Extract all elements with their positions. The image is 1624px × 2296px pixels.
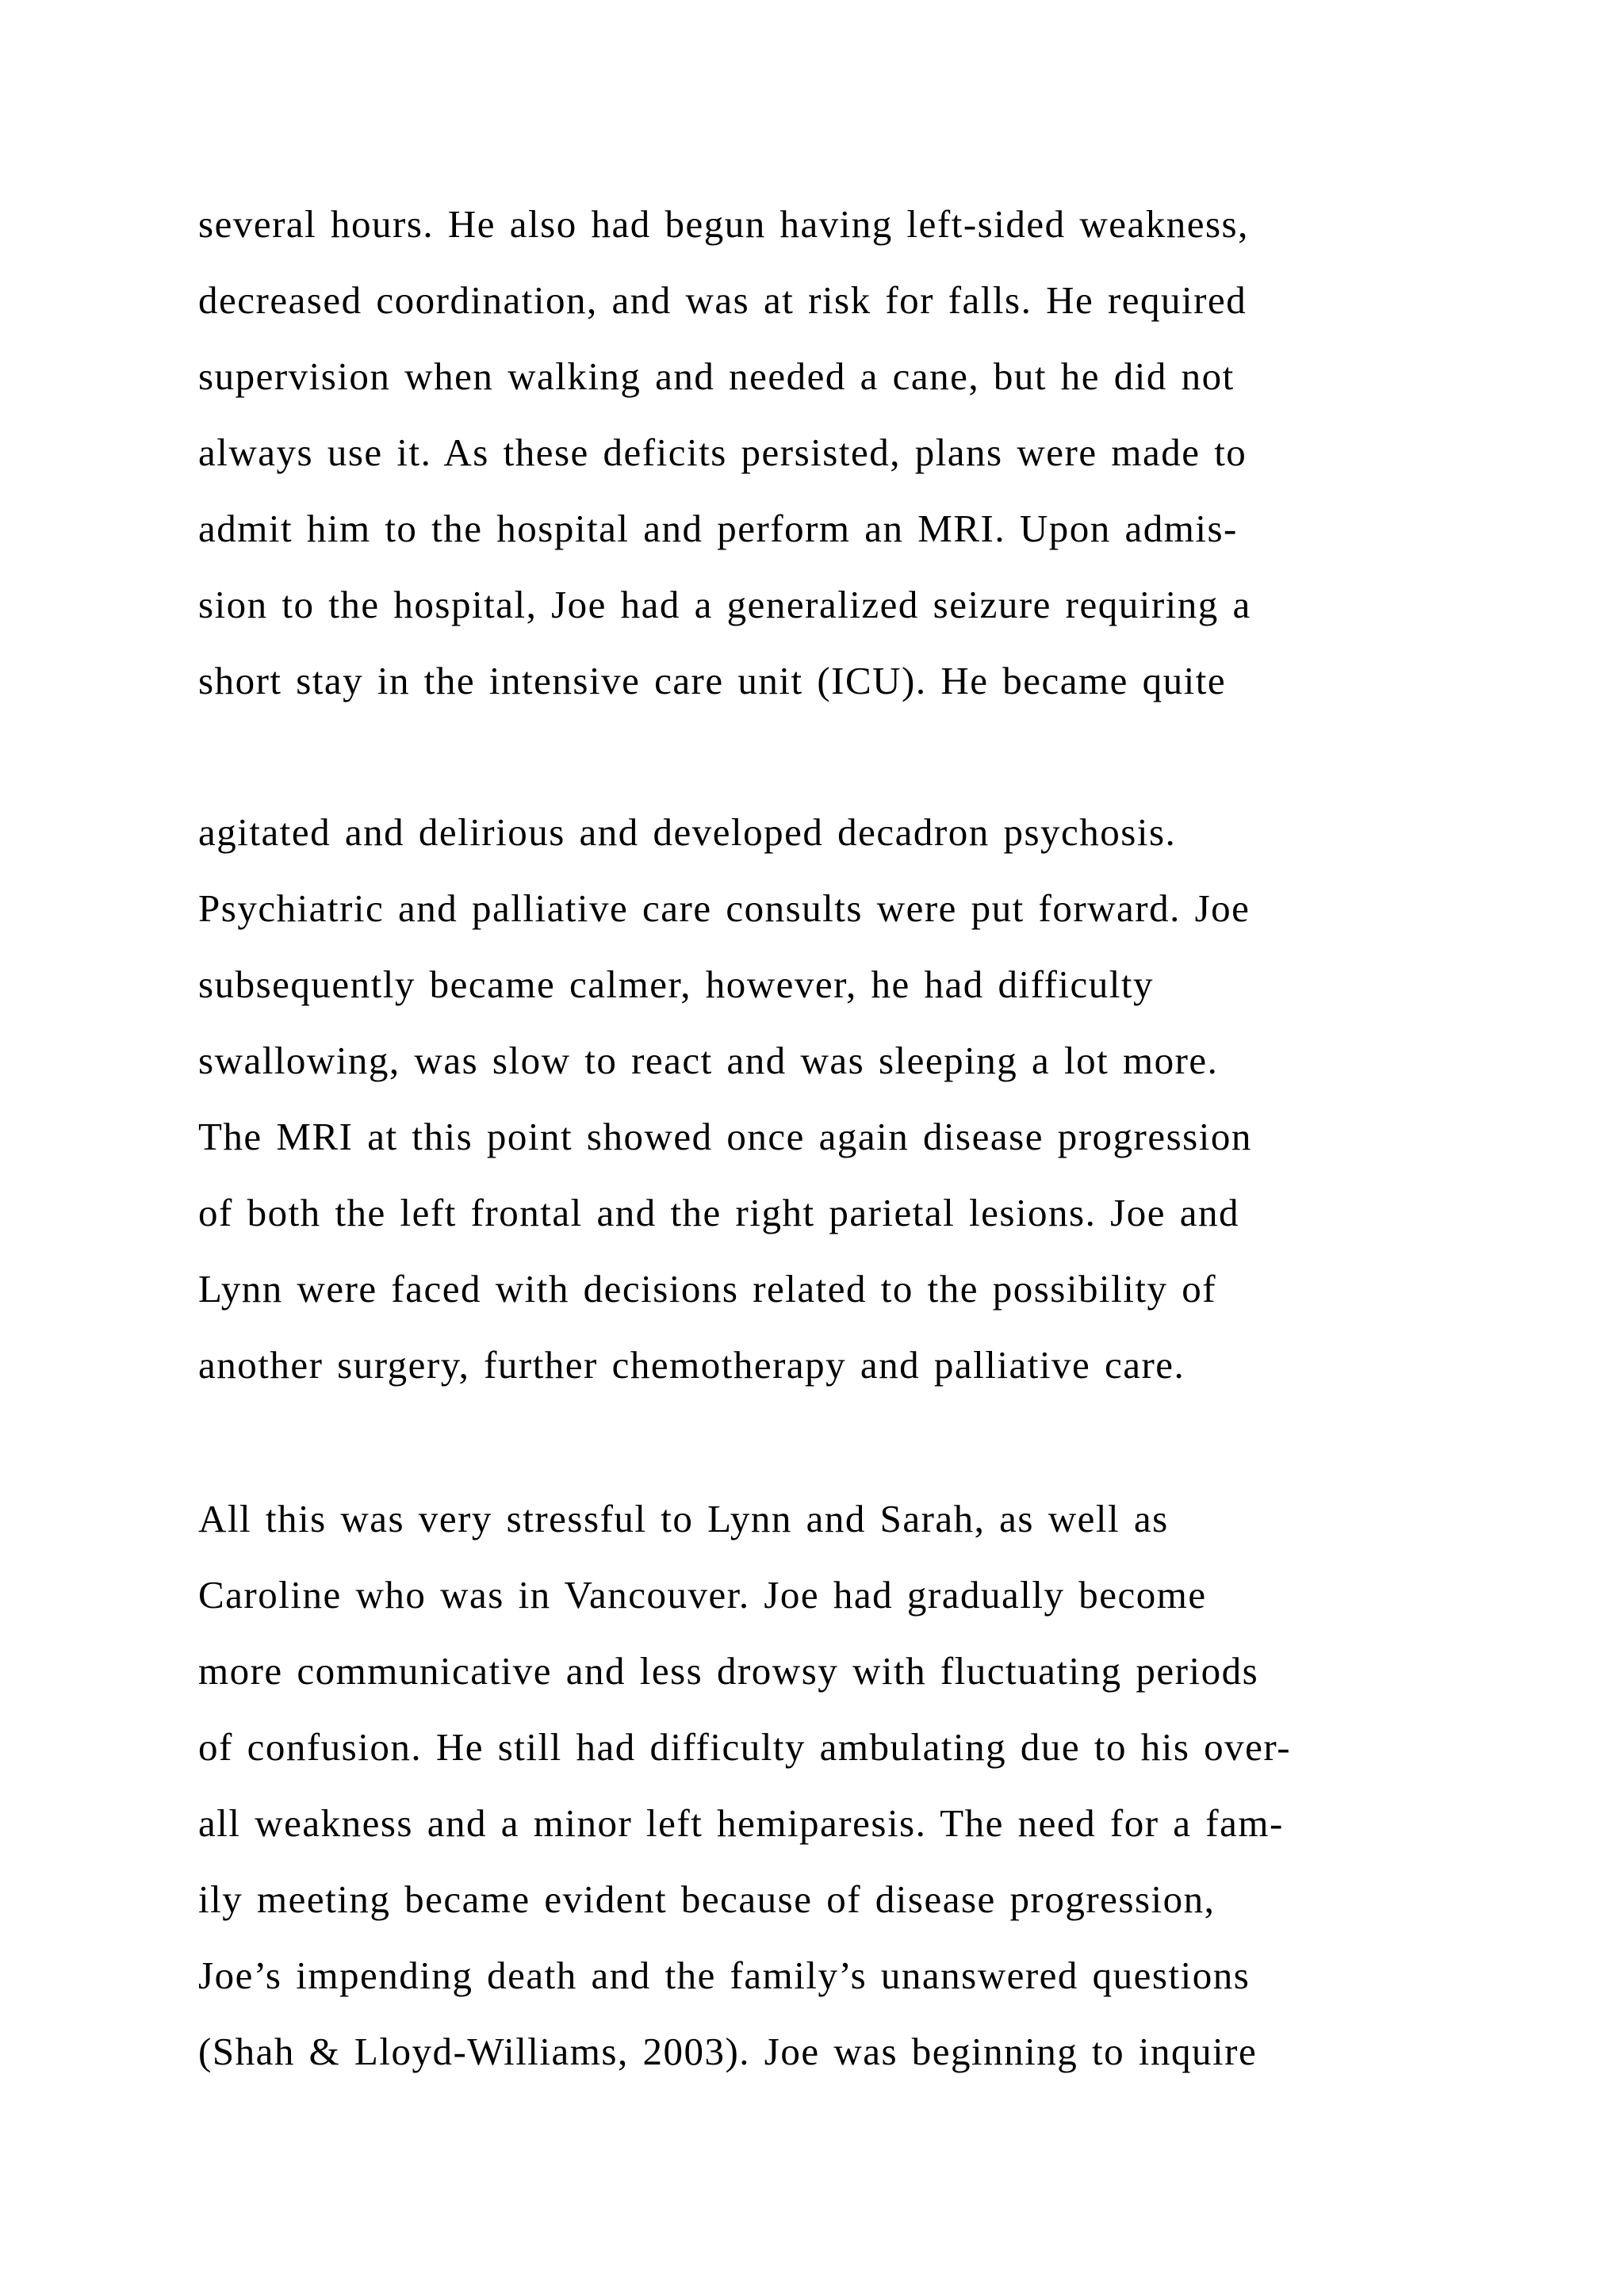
text-line: ily meeting became evident because of disease progression, bbox=[198, 1877, 1216, 1921]
text-line: another surgery, further chemotherapy and palliative care. bbox=[198, 1343, 1185, 1387]
text-line: all weakness and a minor left hemiparesis. The need for a fam- bbox=[198, 1801, 1284, 1845]
paragraph-3 bbox=[198, 1481, 1435, 2090]
text-line: Caroline who was in Vancouver. Joe had gradually become bbox=[198, 1573, 1207, 1617]
paragraph-1 bbox=[198, 186, 1435, 719]
text-line: admit him to the hospital and perform an MRI. Upon admis- bbox=[198, 507, 1238, 550]
text-line: agitated and delirious and developed decadron psychosis. bbox=[198, 810, 1177, 854]
text-line: short stay in the intensive care unit (ICU). He became quite bbox=[198, 659, 1227, 702]
text-line: (Shah & Lloyd-Williams, 2003). Joe was beginning to inquire bbox=[198, 2030, 1258, 2073]
text-line: Psychiatric and palliative care consults were put forward. Joe bbox=[198, 886, 1251, 930]
text-line: All this was very stressful to Lynn and Sarah, as well as bbox=[198, 1497, 1169, 1540]
text-line: always use it. As these deficits persisted, plans were made to bbox=[198, 430, 1247, 474]
text-line: supervision when walking and needed a cane, but he did not bbox=[198, 354, 1235, 398]
text-line: subsequently became calmer, however, he had difficulty bbox=[198, 962, 1154, 1006]
text-line: The MRI at this point showed once again disease progression bbox=[198, 1115, 1252, 1158]
text-line: Lynn were faced with decisions related to the possibility of bbox=[198, 1267, 1217, 1311]
text-line: Joe’s impending death and the family’s unanswered questions bbox=[198, 1954, 1251, 1997]
text-line: swallowing, was slow to react and was sleeping a lot more. bbox=[198, 1039, 1219, 1082]
text-line: several hours. He also had begun having left-sided weakness, bbox=[198, 202, 1249, 246]
text-line: more communicative and less drowsy with fluctuating periods bbox=[198, 1649, 1259, 1693]
text-line: sion to the hospital, Joe had a generalized seizure requiring a bbox=[198, 583, 1251, 626]
text-line: of confusion. He still had difficulty ambulating due to his over- bbox=[198, 1725, 1292, 1769]
text-line: of both the left frontal and the right parietal lesions. Joe and bbox=[198, 1191, 1239, 1234]
paragraph-2 bbox=[198, 794, 1435, 1403]
text-line: decreased coordination, and was at risk for falls. He required bbox=[198, 278, 1247, 322]
